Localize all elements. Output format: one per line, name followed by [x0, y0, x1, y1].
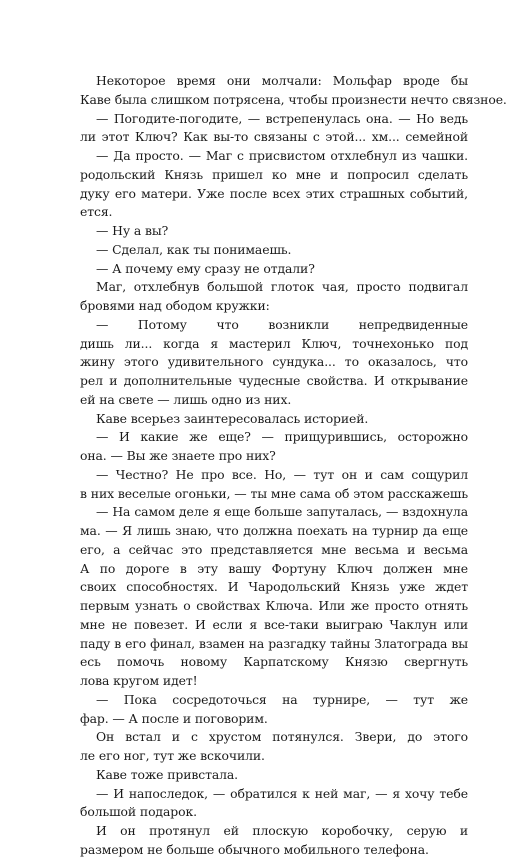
text-line: размером не больше обычного мобильного телефона. [80, 841, 429, 857]
text-line: Маг, отхлебнув большой глоток чая, просто подвигал [96, 279, 468, 295]
text-line: Каве была слишком потрясена, чтобы произнести нечто связное. [80, 91, 507, 107]
text-line: дишь ли... когда я мастерил Ключ, точнехонько под [80, 335, 468, 351]
text-line: Каве всерьез заинтересовалась историей. [96, 410, 369, 426]
text-line: — Погодите-погодите, — встрепенулась она. — Но ведь [96, 110, 468, 126]
text-line: ей на свете — лишь одно из них. [80, 391, 292, 407]
text-line: фар. — А после и поговорим. [80, 710, 268, 726]
text-line: Некоторое время они молчали: Мольфар вроде бы [96, 73, 468, 88]
book-page-text [80, 72, 507, 860]
text-line: бровями над ободом кружки: [80, 298, 270, 313]
text-line: лова кругом идет! [80, 673, 198, 688]
text-line: — Да просто. — Маг с присвистом отхлебнул из чашки. [96, 148, 468, 163]
text-line: ется. [80, 204, 113, 220]
text-line: своих способностях. И Чародольский Князь уже ждет [80, 579, 468, 595]
text-line: рел и дополнительные чудесные свойства. И открывание [80, 373, 468, 388]
text-line: И он протянул ей плоскую коробочку, серую и [96, 823, 468, 838]
text-line: — Сделал, как ты понимаешь. [96, 241, 292, 257]
text-line: в них веселые огоньки, — ты мне сама об этом расскажешь [80, 485, 468, 501]
text-line: дуку его матери. Уже после всех этих страшных событий, [80, 185, 468, 201]
text-line: родольский Князь пришел ко мне и попросил сделать [80, 166, 468, 182]
text-line: — Честно? Не про все. Но, — тут он и сам сощурил [96, 466, 468, 482]
text-line: — А почему ему сразу не отдали? [96, 260, 315, 276]
text-line: — И напоследок, — обратился к ней маг, — я хочу тебе [96, 785, 468, 801]
text-line: жину этого удивительного сундука... то оказалось, что [80, 354, 468, 370]
text-line: паду в его финал, взамен на разгадку тайны Златограда вы [80, 635, 468, 651]
text-line: большой подарок. [80, 804, 197, 820]
text-line: А по дороге в эту вашу Фортуну Ключ должен мне [80, 560, 468, 576]
text-line: она. — Вы же знаете про них? [80, 448, 276, 463]
text-line: — Потому что возникли непредвиденные [96, 316, 468, 332]
text-line: Он встал и с хрустом потянулся. Звери, до этого [96, 729, 468, 745]
text-line: первым узнать о свойствах Ключа. Или же просто отнять [80, 598, 468, 613]
text-line: — Ну а вы? [96, 223, 169, 238]
text-line: — Пока сосредоточься на турнире, — тут же [96, 691, 468, 707]
text-line: Каве тоже привстала. [96, 766, 239, 782]
text-line: ле его ног, тут же вскочили. [80, 748, 265, 763]
text-line: — И какие же еще? — прищурившись, осторожно [96, 429, 468, 445]
text-line: ма. — Я лишь знаю, что должна поехать на турнир да еще [80, 523, 468, 538]
text-line: мне не повезет. И если я все-таки выиграю Чаклун или [80, 616, 468, 632]
text-line: его, а сейчас это представляется мне весьма и весьма [80, 541, 468, 557]
text-line: ли этот Ключ? Как вы-то связаны с этой... хм... семейной [80, 129, 468, 145]
text-line: — На самом деле я еще больше запуталась, — вздохнула [96, 504, 468, 520]
text-line: есь помочь новому Карпатскому Князю свергнуть [80, 654, 468, 670]
